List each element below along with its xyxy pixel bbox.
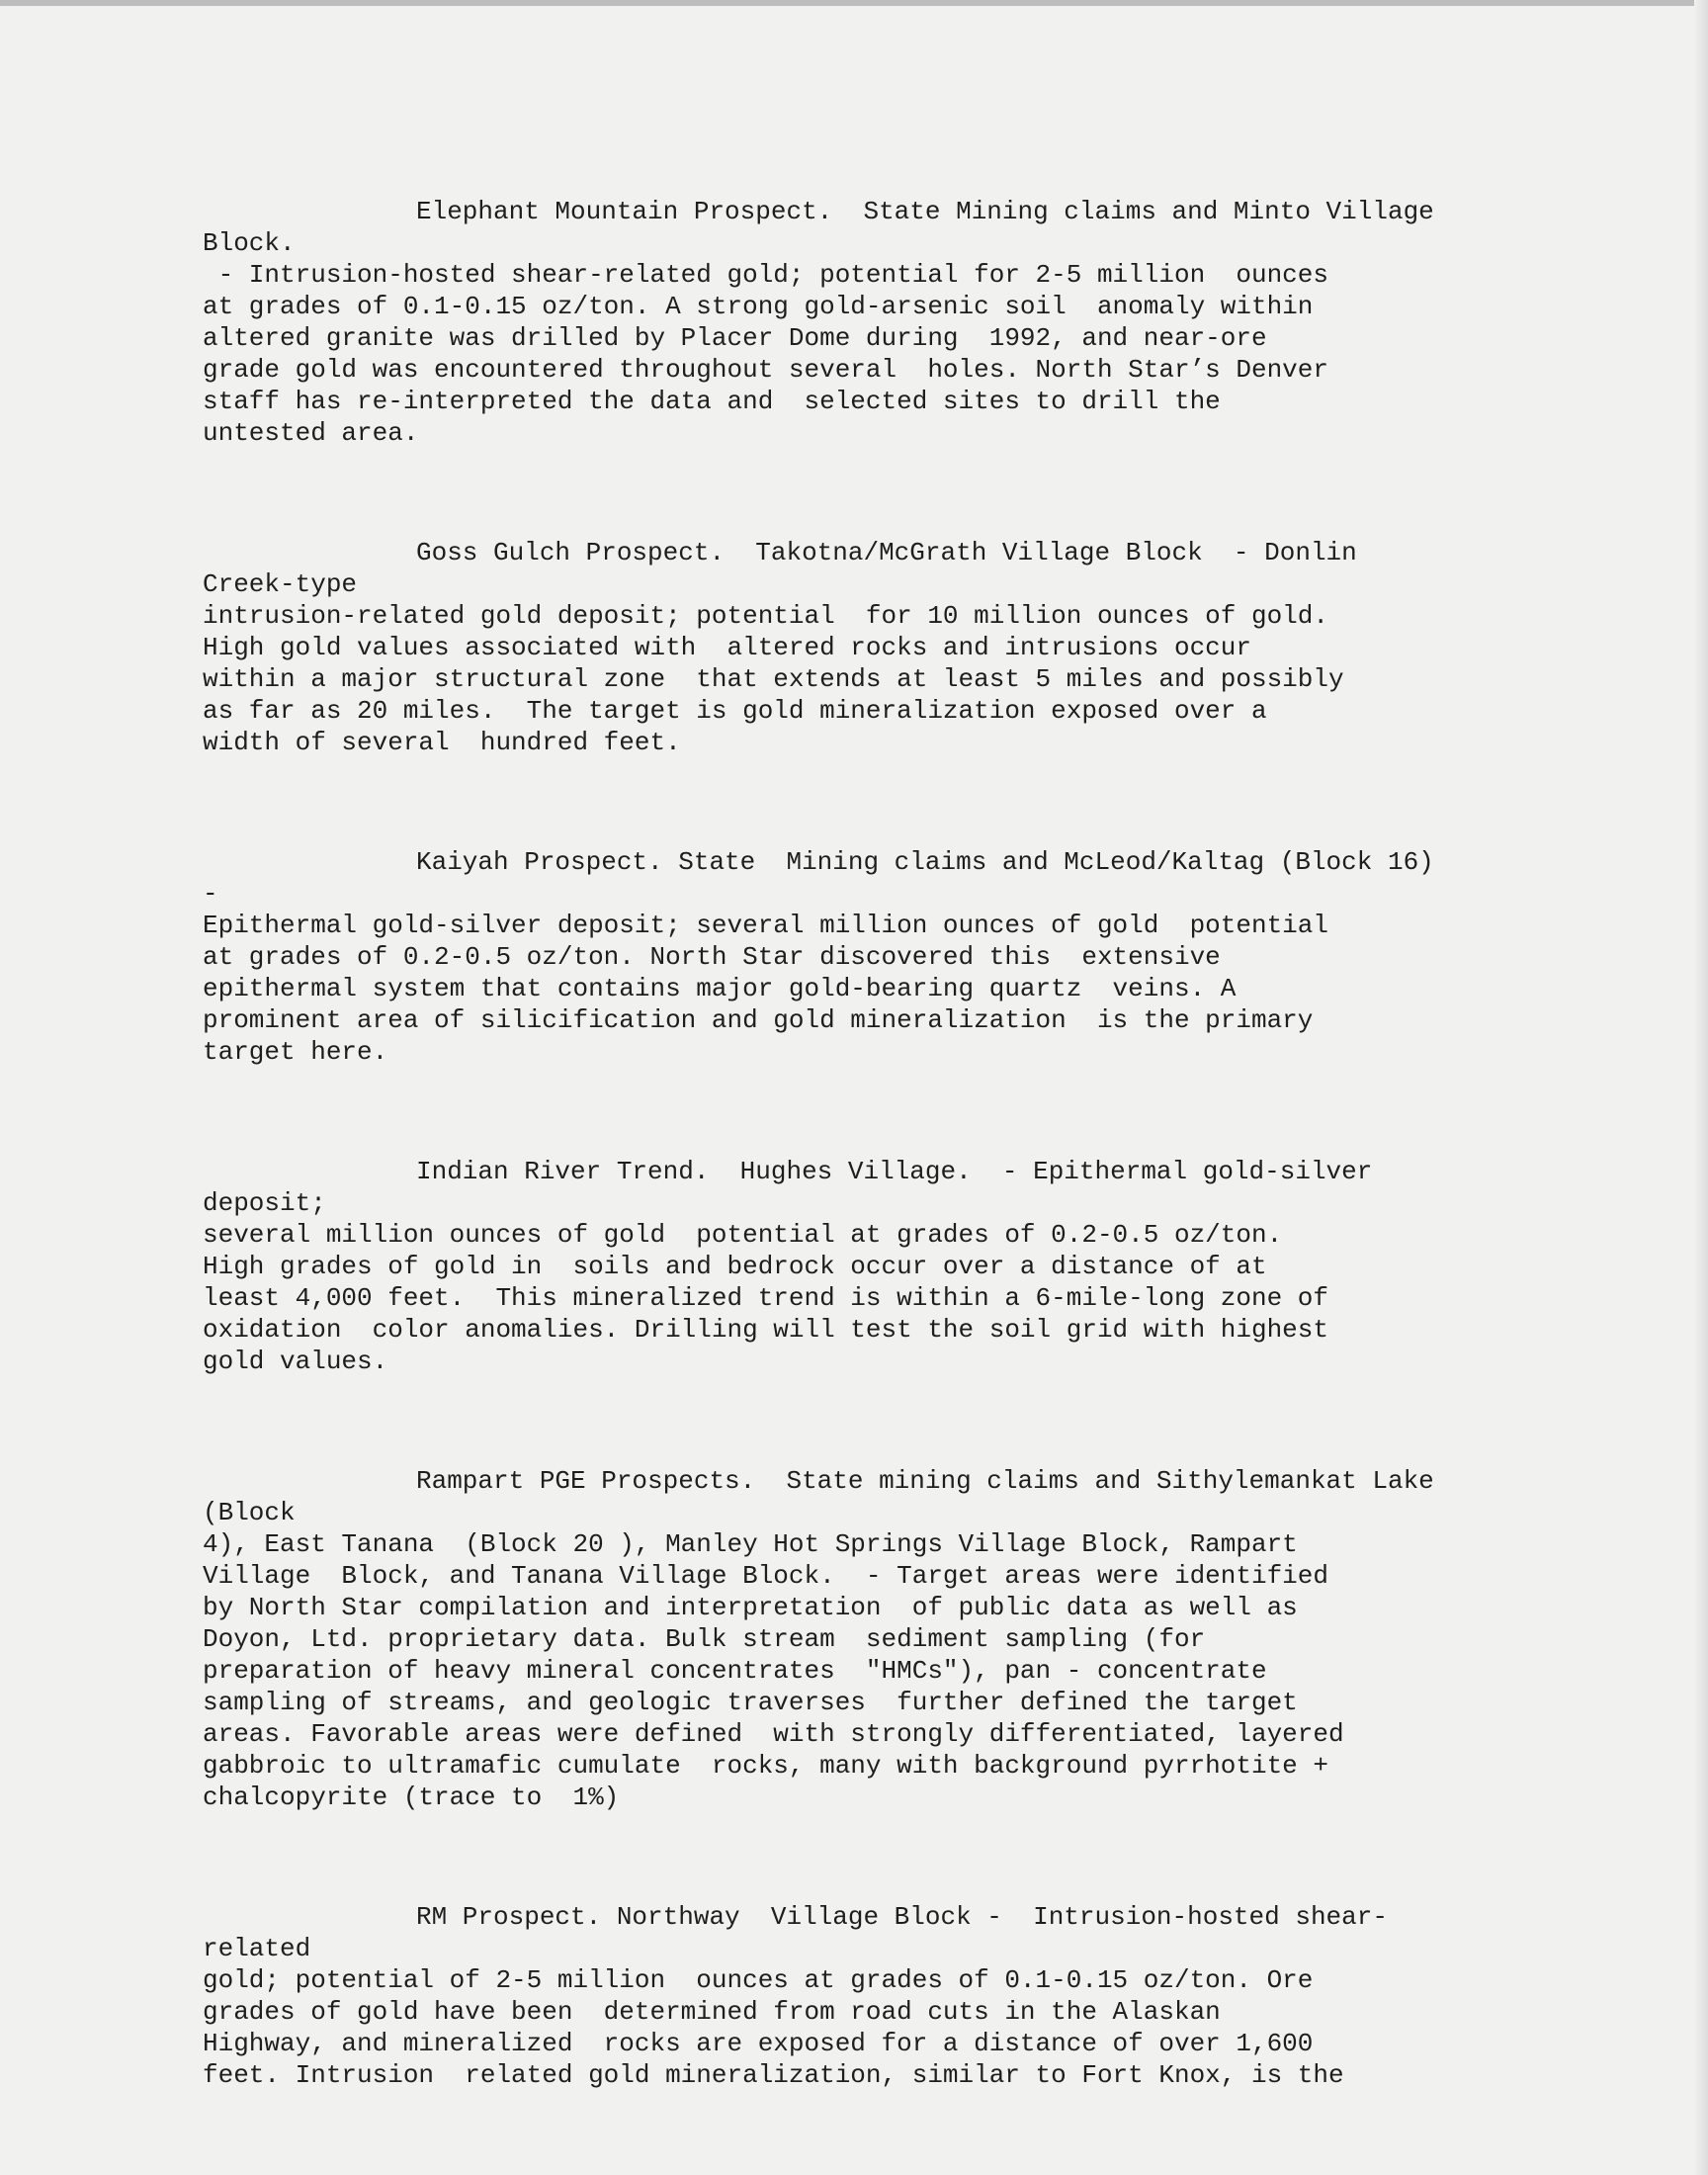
prospect-heading-line: Kaiyah Prospect. State Mining claims and McLeod/Kaltag (Block 16) bbox=[416, 847, 1434, 877]
prospect-entry-goss-gulch bbox=[203, 537, 1527, 758]
text-line: Doyon, Ltd. proprietary data. Bulk stream sediment sampling (for bbox=[203, 1624, 1206, 1654]
text-line: Block. bbox=[203, 228, 296, 258]
prospect-heading-line: RM Prospect. Northway Village Block - Intrusion-hosted shear- bbox=[416, 1902, 1388, 1932]
text-line: gabbroic to ultramafic cumulate rocks, many with background pyrrhotite + bbox=[203, 1751, 1328, 1781]
text-line: grade gold was encountered throughout several holes. North Star’s Denver bbox=[203, 355, 1328, 385]
text-line: grades of gold have been determined from road cuts in the Alaskan bbox=[203, 1997, 1221, 2027]
prospect-entry-indian-river bbox=[203, 1156, 1527, 1377]
text-line: Creek-type bbox=[203, 569, 358, 599]
prospect-entry-rm bbox=[203, 1901, 1527, 2091]
text-line: target here. bbox=[203, 1037, 388, 1067]
text-line: deposit; bbox=[203, 1188, 326, 1218]
text-line: preparation of heavy mineral concentrates "HMCs"), pan - concentrate bbox=[203, 1656, 1267, 1686]
text-column bbox=[203, 196, 1527, 2175]
text-line: by North Star compilation and interpretation of public data as well as bbox=[203, 1593, 1298, 1622]
text-line: least 4,000 feet. This mineralized trend is within a 6-mile-long zone of bbox=[203, 1283, 1328, 1313]
text-line: several million ounces of gold potential at grades of 0.2-0.5 oz/ton. bbox=[203, 1220, 1283, 1250]
text-line: High gold values associated with altered rocks and intrusions occur bbox=[203, 633, 1251, 662]
text-line: 4), East Tanana (Block 20 ), Manley Hot Springs Village Block, Rampart bbox=[203, 1529, 1298, 1559]
prospect-entry-rampart-pge bbox=[203, 1465, 1527, 1813]
prospect-entry-elephant-mountain bbox=[203, 196, 1527, 449]
prospect-entry-kaiyah bbox=[203, 846, 1527, 1068]
text-line: Highway, and mineralized rocks are exposed for a distance of over 1,600 bbox=[203, 2029, 1314, 2058]
text-line: sampling of streams, and geologic traverses further defined the target bbox=[203, 1688, 1298, 1717]
prospect-heading-line: Indian River Trend. Hughes Village. - Epithermal gold-silver bbox=[416, 1157, 1373, 1186]
text-line: as far as 20 miles. The target is gold mineralization exposed over a bbox=[203, 696, 1267, 726]
text-line: within a major structural zone that extends at least 5 miles and possibly bbox=[203, 664, 1344, 694]
prospect-heading-line: Elephant Mountain Prospect. State Mining claims and Minto Village bbox=[416, 197, 1434, 226]
text-line: at grades of 0.2-0.5 oz/ton. North Star discovered this extensive bbox=[203, 942, 1221, 972]
text-line: at grades of 0.1-0.15 oz/ton. A strong gold-arsenic soil anomaly within bbox=[203, 292, 1314, 321]
text-line: feet. Intrusion related gold mineralization, similar to Fort Knox, is the bbox=[203, 2060, 1344, 2090]
text-line: intrusion-related gold deposit; potential for 10 million ounces of gold. bbox=[203, 601, 1328, 631]
text-line: epithermal system that contains major gold-bearing quartz veins. A bbox=[203, 974, 1237, 1003]
text-line: altered granite was drilled by Placer Dome during 1992, and near-ore bbox=[203, 323, 1267, 353]
text-line: chalcopyrite (trace to 1%) bbox=[203, 1783, 620, 1812]
prospect-heading-line: Rampart PGE Prospects. State mining claims and Sithylemankat Lake bbox=[416, 1466, 1434, 1496]
text-line: gold values. bbox=[203, 1347, 388, 1376]
text-line: Epithermal gold-silver deposit; several million ounces of gold potential bbox=[203, 911, 1328, 940]
text-line: High grades of gold in soils and bedrock occur over a distance of at bbox=[203, 1252, 1267, 1281]
text-line: areas. Favorable areas were defined with strongly differentiated, layered bbox=[203, 1719, 1344, 1749]
prospect-heading-line: Goss Gulch Prospect. Takotna/McGrath Village Block - Donlin bbox=[416, 538, 1357, 567]
text-line: Village Block, and Tanana Village Block. - Target areas were identified bbox=[203, 1561, 1328, 1591]
text-line: untested area. bbox=[203, 418, 419, 448]
text-line: related bbox=[203, 1934, 311, 1963]
text-line: - bbox=[203, 879, 218, 909]
text-line: - Intrusion-hosted shear-related gold; potential for 2-5 million ounces bbox=[203, 260, 1328, 290]
text-line: prominent area of silicification and gold mineralization is the primary bbox=[203, 1005, 1314, 1035]
text-line: staff has re-interpreted the data and selected sites to drill the bbox=[203, 387, 1221, 416]
text-line: width of several hundred feet. bbox=[203, 728, 681, 757]
text-line: oxidation color anomalies. Drilling will test the soil grid with highest bbox=[203, 1315, 1328, 1345]
text-line: gold; potential of 2-5 million ounces at grades of 0.1-0.15 oz/ton. Ore bbox=[203, 1965, 1314, 1995]
text-line: (Block bbox=[203, 1498, 296, 1527]
